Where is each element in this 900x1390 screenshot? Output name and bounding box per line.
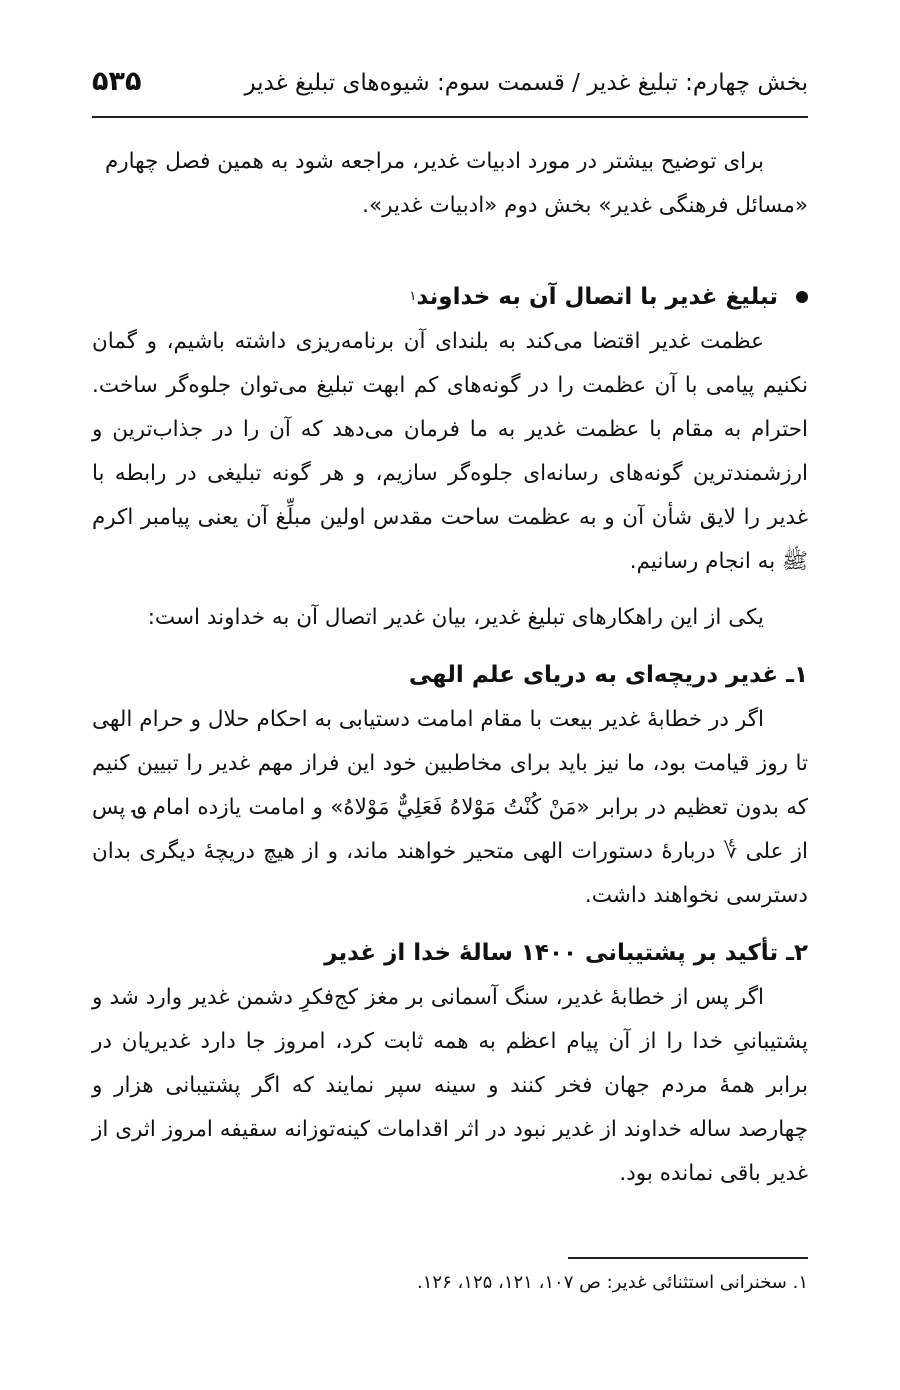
subheading-2: ۲ـ تأکید بر پشتیبانی ۱۴۰۰ سالهٔ خدا از غدیر	[324, 940, 808, 966]
subsection-1-paragraph: اگر در خطابهٔ غدیر بیعت با مقام امامت دستیابی به احکام حلال و حرام الهی تا روز قیامت بود، ما نیز باید برای مخاطبین خود این فراز مهم غدیر را تبیین کنیم که بدون تعظیم در برابر «مَنْ كُنْتُ مَوْلاهُ فَعَلِيٌّ مَوْلاهُ» و امامت یازده امام ؈ پس از علی ؇ دربارهٔ دستورات الهی متحیر خواهند ماند، و از هیچ دریچهٔ دیگری بدان دسترسی نخواهند داشت.	[92, 707, 808, 908]
intro-line-1: برای توضیح بیشتر در مورد ادبیات غدیر، مراجعه شود به همین فصل چهارم	[104, 149, 764, 174]
section-heading-text: تبلیغ غدیر با اتصال آن به خداوند	[416, 284, 778, 310]
section-lead: یکی از این راهکارهای تبلیغ غدیر، بیان غدیر اتصال آن به خداوند است:	[147, 605, 764, 630]
page-number: ۵۳۵	[92, 66, 142, 97]
intro-line-2: «مسائل فرهنگی غدیر» بخش دوم «ادبیات غدیر».	[362, 193, 808, 218]
section-paragraph: عظمت غدیر اقتضا می‌کند به بلندای آن برنامه‌ریزی داشته باشیم، و گمان نکنیم پیامی با آن عظمت را در گونه‌های کم ابهت تبلیغ می‌توان جلوه‌گر ساخت. احترام به مقام با عظمت غدیر به ما فرمان می‌دهد که آن را در جذاب‌ترین و ارزشمندترین گونه‌های رسانه‌ای جلوه‌گر سازیم، و هر گونه تبلیغی در رابطه با غدیر را لایق شأن آن و به عظمت ساحت مقدس اولین مبلِّغ آن یعنی پیامبر اکرم ﷺ به انجام رسانیم.	[92, 329, 808, 574]
header-rule	[92, 116, 808, 118]
page-header	[92, 66, 808, 110]
page-body	[92, 140, 808, 1196]
subsection-2-paragraph: اگر پس از خطابهٔ غدیر، سنگ آسمانی بر مغز کج‌فکرِ دشمن غدیر وارد شد و پشتیبانیِ خدا را از آن پیام اعظم به همه ثابت کرد، امروز جا دارد غدیریان در برابر همهٔ مردم جهان فخر کنند و سینه سپر نمایند که اگر پشتیبانی هزار و چهارصد ساله خداوند از غدیر نبود در اثر اقدامات کینه‌توزانه سقیفه امروز اثری از غدیر باقی نمانده بود.	[92, 985, 808, 1186]
footnote: ۱. سخنرانی استثنائی غدیر: ص ۱۰۷، ۱۲۱، ۱۲۵، ۱۲۶.	[417, 1272, 808, 1293]
footnote-mark: ۱	[409, 289, 417, 304]
running-head: بخش چهارم: تبلیغ غدیر / قسمت سوم: شیوه‌های تبلیغ غدیر	[244, 70, 808, 96]
bullet-icon	[796, 291, 808, 303]
section-heading	[92, 274, 808, 320]
footnote-rule	[568, 1257, 808, 1259]
subheading-1: ۱ـ غدیر دریچه‌ای به دریای علم الهی	[408, 662, 808, 688]
